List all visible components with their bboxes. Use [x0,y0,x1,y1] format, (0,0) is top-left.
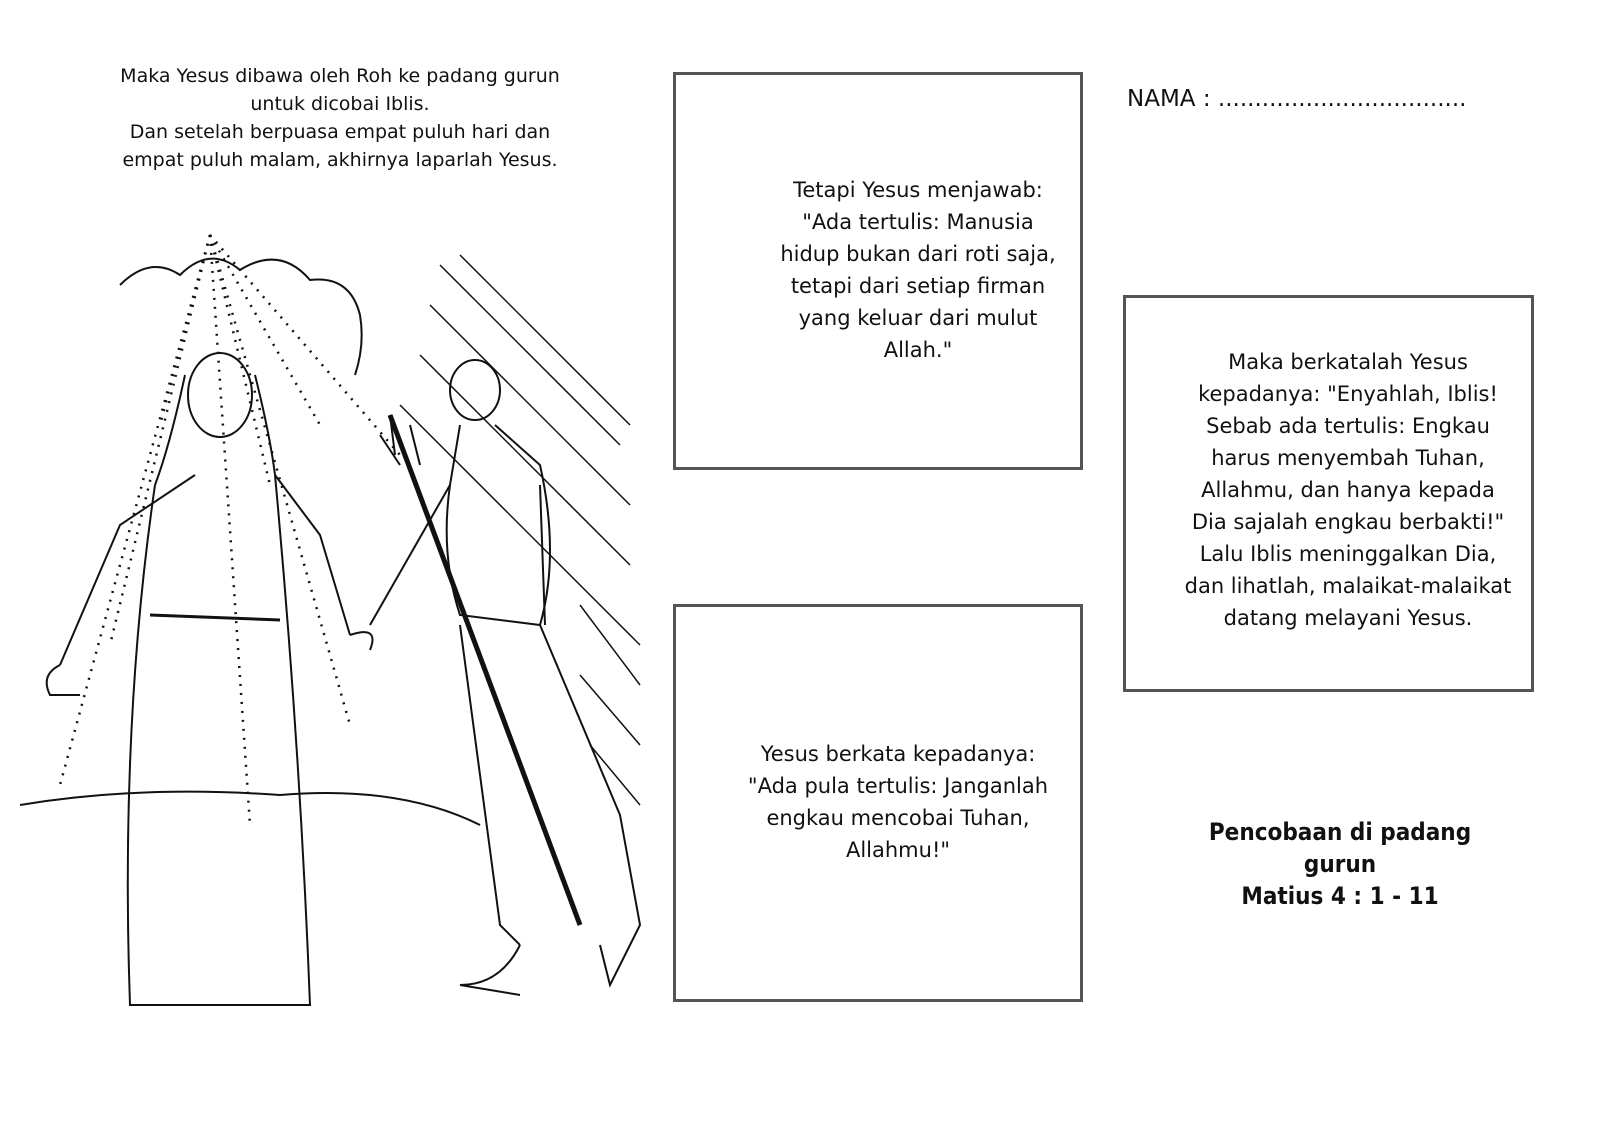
box3-line: dan lihatlah, malaikat-malaikat [1184,574,1512,598]
box1-line: yang keluar dari mulut [798,306,1038,330]
box2-line: "Ada pula tertulis: Janganlah [747,774,1049,798]
box1-text [740,174,1096,366]
box1-line: tetapi dari setiap firman [790,274,1046,298]
intro-line: untuk dicobai Iblis. [250,93,430,115]
scripture-reference: Matius 4 : 1 - 11 [1241,882,1439,910]
box3-text [1150,346,1546,634]
intro-line: empat puluh malam, akhirnya laparlah Yesus. [122,149,558,171]
worksheet-title [1169,816,1511,912]
box3-line: Lalu Iblis meninggalkan Dia, [1199,542,1497,566]
box1-line: Allah." [883,338,953,362]
box3-line: Maka berkatalah Yesus [1228,350,1468,374]
box3-line: Allahmu, dan hanya kepada [1201,478,1495,502]
box2-line: engkau mencobai Tuhan, [766,806,1030,830]
title-line: Pencobaan di padang gurun [1208,818,1472,878]
box3-line: kepadanya: "Enyahlah, Iblis! [1198,382,1498,406]
box2-text [700,738,1096,866]
box1-line: "Ada tertulis: Manusia [802,210,1034,234]
name-field[interactable]: NAMA : .................................. [1127,86,1467,112]
jesus-and-devil-illustration [20,225,650,1035]
box3-line: Sebab ada tertulis: Engkau [1206,414,1490,438]
box3-line: datang melayani Yesus. [1223,606,1473,630]
box2-line: Allahmu!" [845,838,951,862]
box3-line: Dia sajalah engkau berbakti!" [1191,510,1505,534]
intro-line: Dan setelah berpuasa empat puluh hari dan [129,121,551,143]
box1-line: hidup bukan dari roti saja, [780,242,1056,266]
box2-line: Yesus berkata kepadanya: [760,742,1036,766]
intro-line: Maka Yesus dibawa oleh Roh ke padang gurun [120,65,560,87]
box1-line: Tetapi Yesus menjawab: [793,178,1043,202]
box3-line: harus menyembah Tuhan, [1211,446,1485,470]
intro-text [40,62,640,174]
